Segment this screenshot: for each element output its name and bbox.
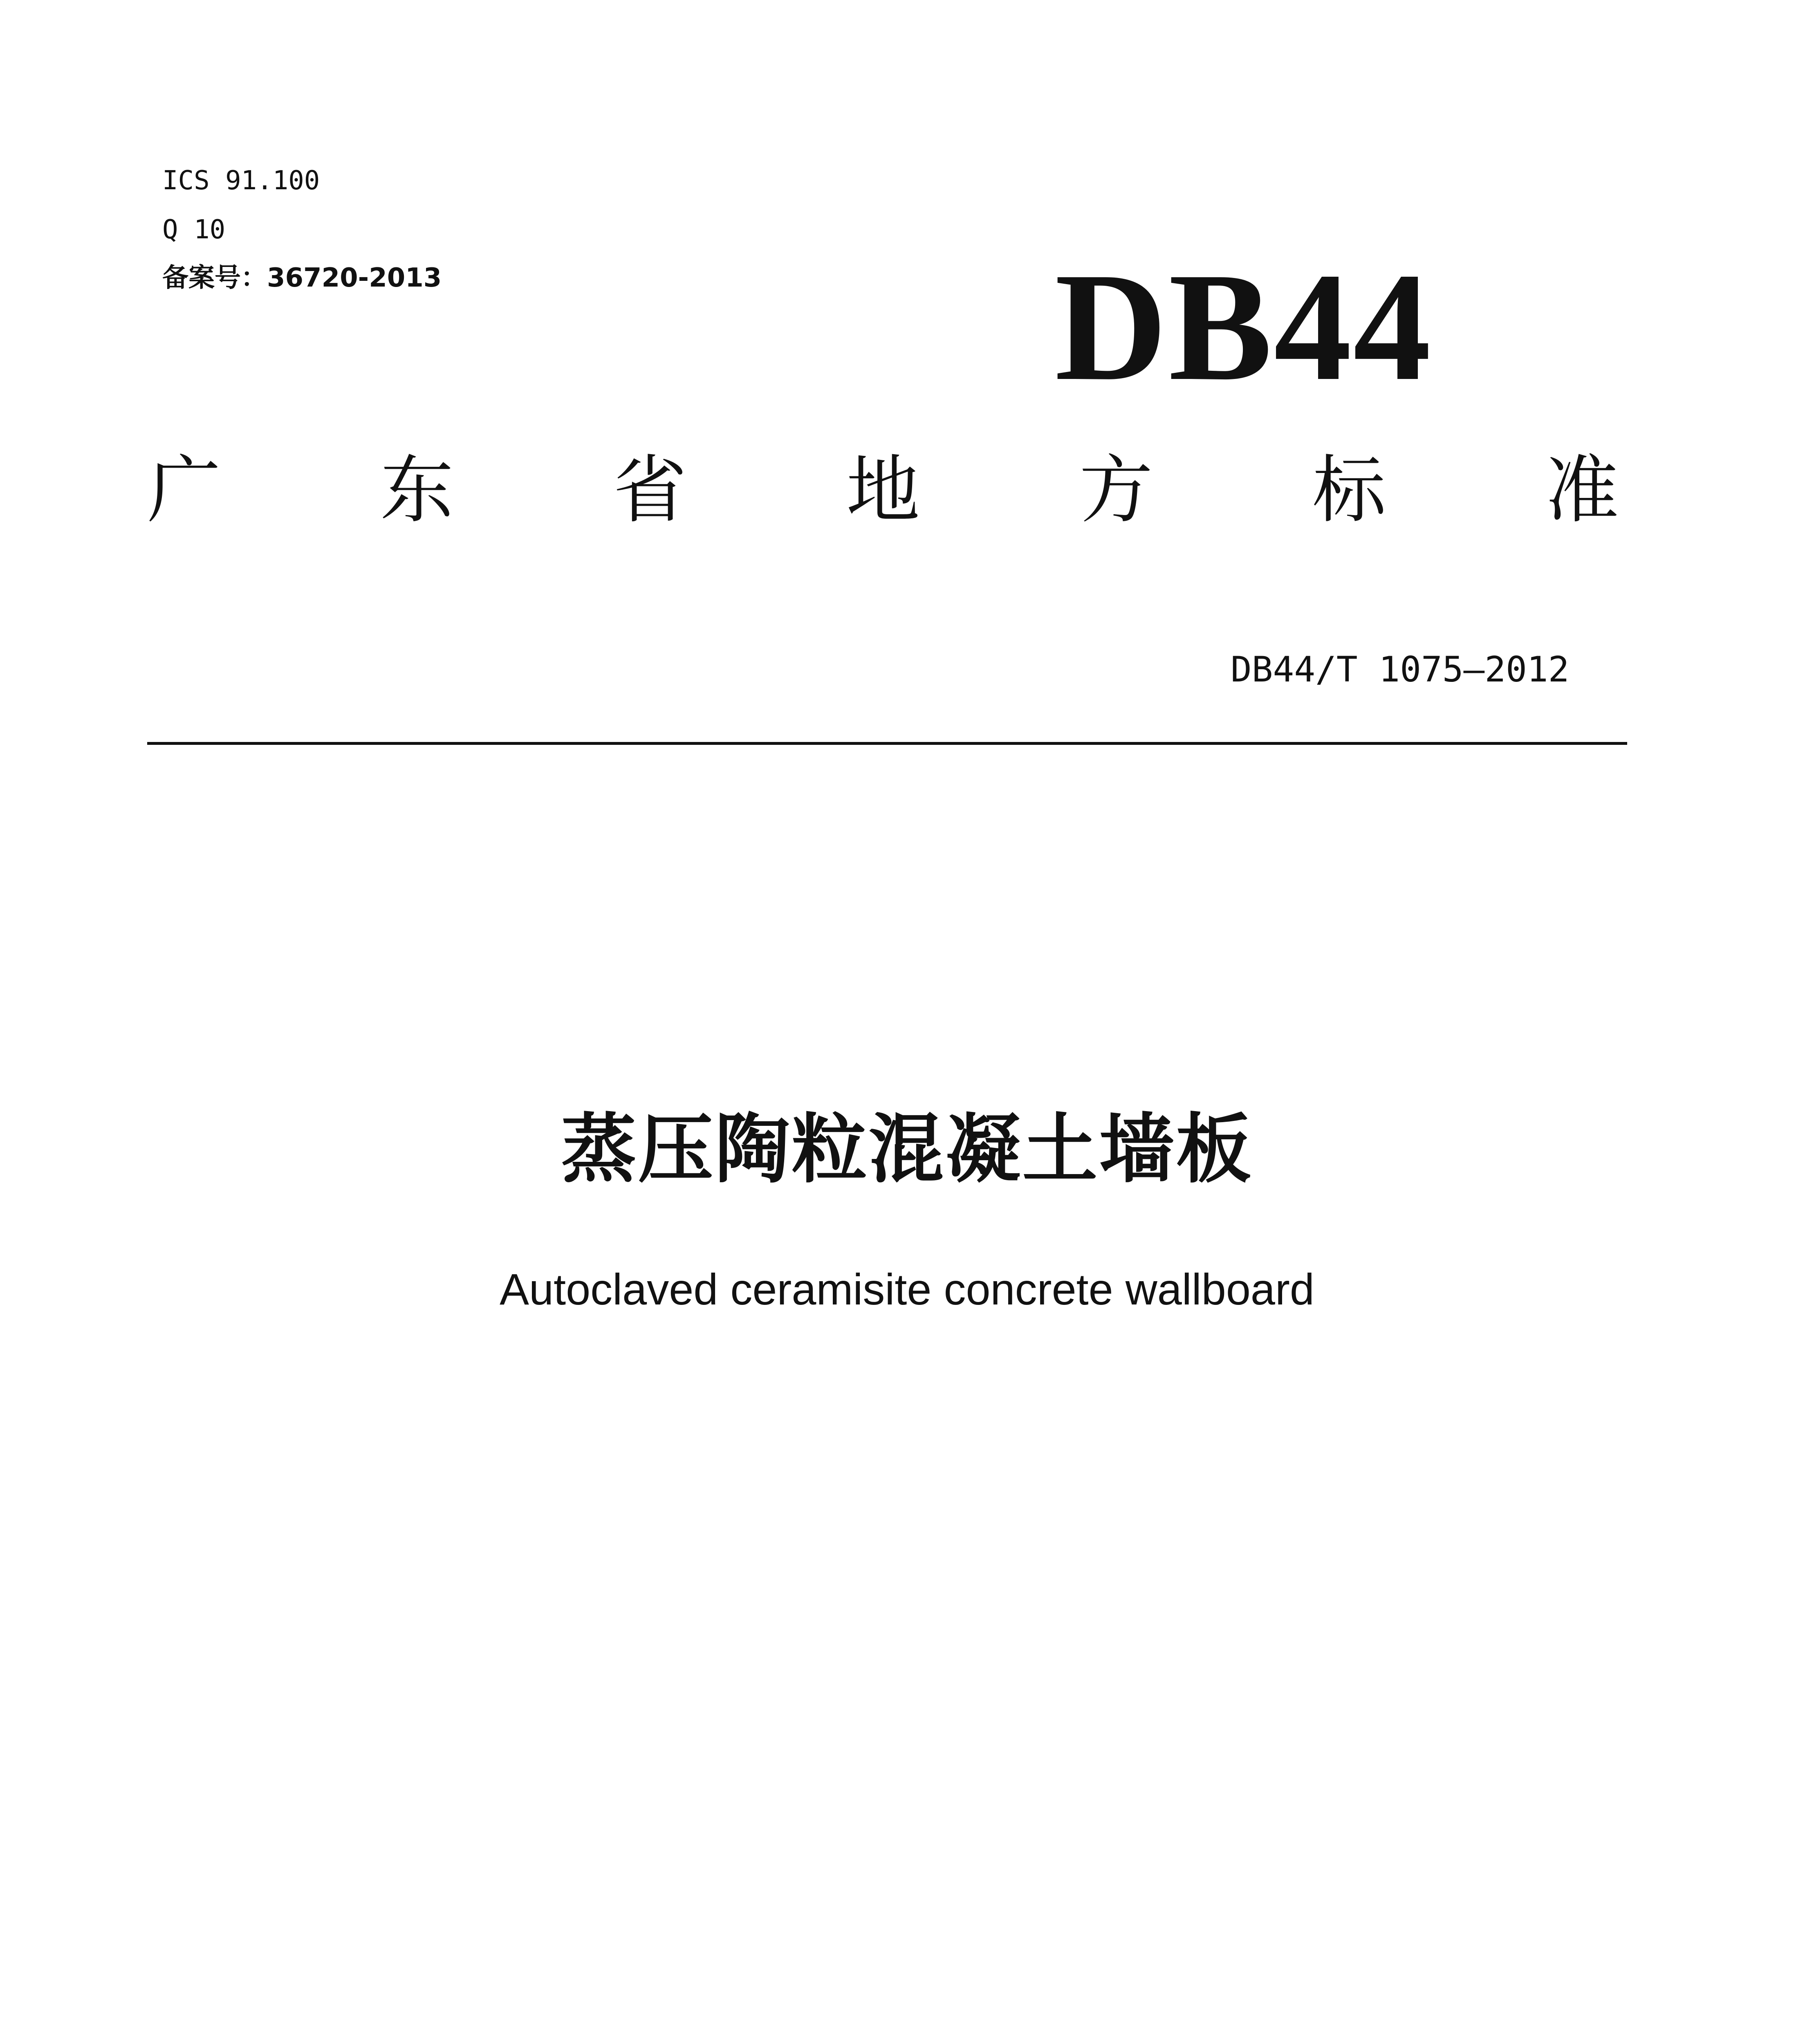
standard-type-char: 省: [613, 448, 687, 533]
standard-type-char: 方: [1079, 448, 1153, 533]
title-chinese: 蒸压陶粒混凝土墙板: [561, 1106, 1253, 1193]
ics-code: ICS 91.100: [162, 166, 320, 196]
title-english: Autoclaved ceramisite concrete wallboard: [500, 1264, 1314, 1314]
standard-type-char: 准: [1545, 448, 1619, 533]
filing-number: 备案号：36720-2013: [162, 263, 442, 293]
standard-type-char: 地: [846, 448, 920, 533]
standard-type-char: 标: [1312, 448, 1386, 533]
standard-type-heading: [147, 448, 1619, 533]
standard-type-char: 东: [380, 448, 454, 533]
standard-type-char: 广: [147, 448, 221, 533]
ccs-code: Q 10: [162, 215, 226, 245]
standard-number: DB44/T 1075—2012: [1231, 649, 1570, 690]
top-divider: [147, 742, 1627, 745]
db-code-logo: DB44: [1055, 241, 1433, 413]
